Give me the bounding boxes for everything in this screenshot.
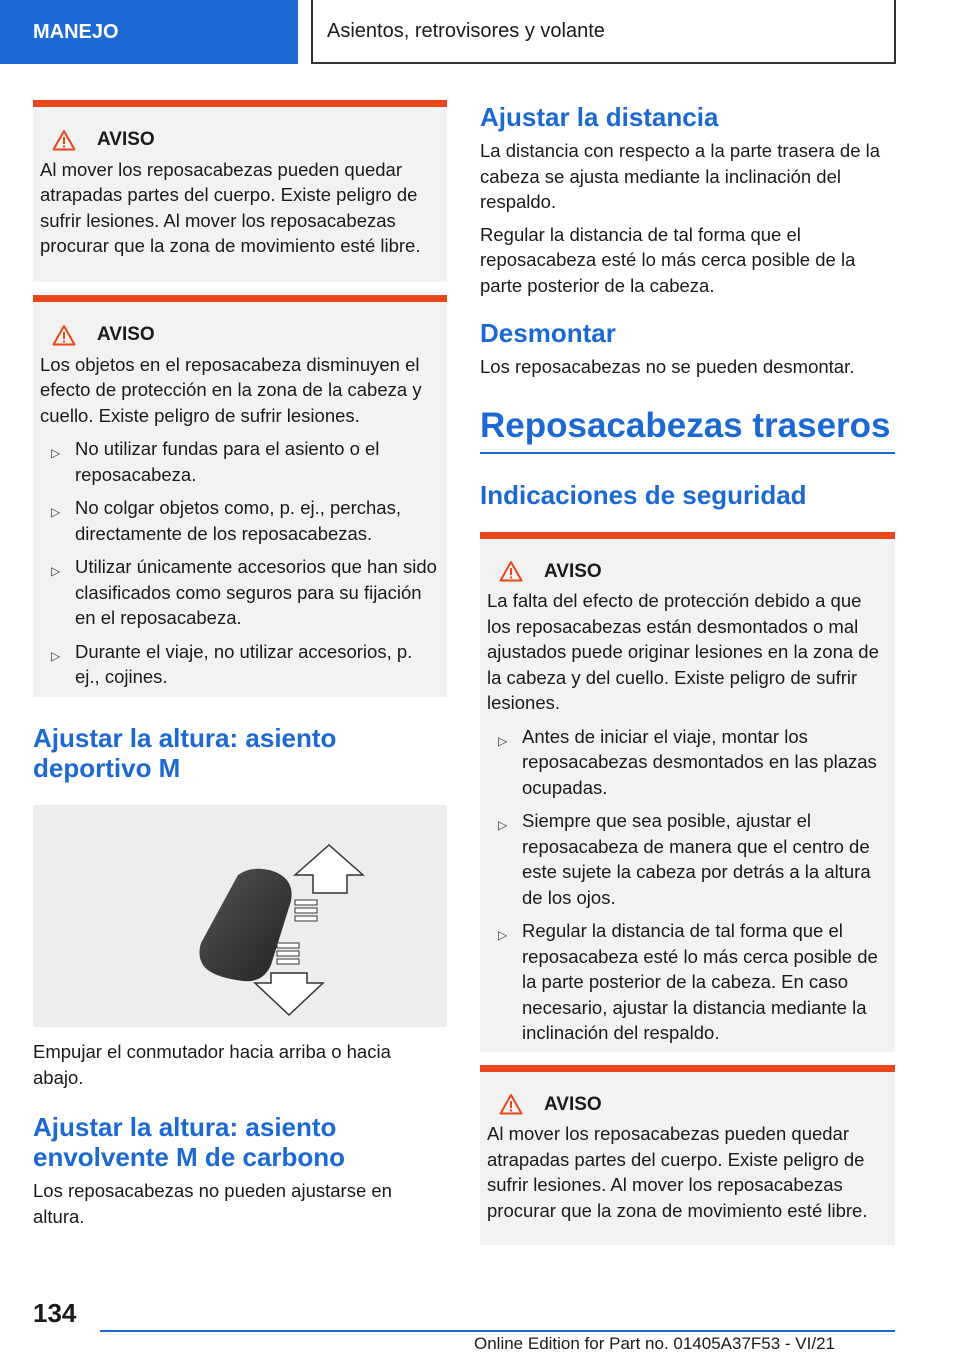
warning-heading xyxy=(499,559,887,585)
triangle-right-bullet-icon: ▷ xyxy=(498,733,508,748)
list-item: ▷ Durante el viaje, no utilizar accesorios, p. ej., cojines. xyxy=(51,640,413,687)
page-number: 134 xyxy=(33,1298,77,1328)
warning-heading xyxy=(499,1092,887,1118)
triangle-right-bullet-icon: ▷ xyxy=(51,446,61,460)
warning-triangle-icon xyxy=(499,560,523,582)
headrest-switch-illustration xyxy=(33,805,447,1027)
section-text: Regular la distancia de tal forma que el reposacabeza esté lo más cerca posible de la parte posterior de la cabeza. xyxy=(480,223,856,296)
warning-box xyxy=(33,295,447,697)
warning-heading xyxy=(52,322,439,348)
chapter-tab xyxy=(0,0,298,64)
list-item: ▷ Antes de iniciar el viaje, montar los reposacabezas desmontados en las plazas ocupadas. xyxy=(498,725,877,798)
warning-box xyxy=(33,100,447,282)
section-heading: Ajustar la distancia xyxy=(480,102,719,132)
section-text: Los reposacabezas no pueden ajustarse en altura. xyxy=(33,1180,392,1227)
chapter-label: MANEJO xyxy=(33,20,119,43)
list-item: ▷ No utilizar fundas para el asiento o el reposacabeza. xyxy=(51,438,380,485)
section-heading: Desmontar xyxy=(480,318,616,348)
section-title: Asientos, retrovisores y volante xyxy=(327,19,605,42)
subsection-heading: Indicaciones de seguridad xyxy=(480,479,807,510)
warning-triangle-icon xyxy=(499,1093,523,1115)
section-heading: Ajustar la altura: asiento deportivo M xyxy=(33,723,337,783)
list-item: ▷ Regular la distancia de tal forma que el reposacabeza esté lo más cerca posible de la parte posterior de la cabeza. En caso necesario, ajustar la distancia mediante la inclinación del respaldo. xyxy=(498,920,878,1043)
triangle-right-bullet-icon: ▷ xyxy=(51,505,61,519)
warning-title: AVISO xyxy=(544,1093,602,1115)
warning-triangle-icon xyxy=(52,324,76,346)
warning-triangle-icon xyxy=(52,129,76,151)
headrest-switch-image xyxy=(33,805,447,1027)
warning-text: Los objetos en el reposacabeza disminuyen el efecto de protección en la zona de la cabeza y cuello. Existe peligro de sufrir lesiones. xyxy=(40,353,422,426)
warning-title: AVISO xyxy=(97,324,155,345)
warning-text: Al mover los reposacabezas pueden quedar atrapadas partes del cuerpo. Existe peligro de sufrir lesiones. Al mover los reposacabezas procurar que la zona de movimiento esté libre. xyxy=(40,158,421,256)
right-column xyxy=(480,102,895,1245)
footer-edition: Online Edition for Part no. 01405A37F53 - VI/21 xyxy=(474,1334,836,1353)
section-heading: Ajustar la altura: asiento envolvente M de carbono xyxy=(33,1112,346,1172)
warning-box xyxy=(480,1065,895,1245)
warning-box xyxy=(480,532,895,1052)
warning-heading xyxy=(52,127,439,153)
list-item: ▷ Siempre que sea posible, ajustar el reposacabeza de manera que el centro de este sujete la cabeza por detrás a la altura de los ojos. xyxy=(498,810,871,908)
chapter-heading: Reposacabezas traseros xyxy=(480,406,895,454)
figure-caption: Empujar el conmutador hacia arriba o hacia abajo. xyxy=(33,1041,391,1088)
triangle-right-bullet-icon: ▷ xyxy=(51,648,61,663)
warning-title: AVISO xyxy=(97,129,155,150)
warning-text: La falta del efecto de protección debido a que los reposacabezas están desmontados o mal ajustados puede originar lesiones en la zona de la cabeza y del cuello. Existe peligro de sufrir lesiones. xyxy=(487,590,879,713)
section-text: Los reposacabezas no se pueden desmontar. xyxy=(480,356,855,377)
triangle-right-bullet-icon: ▷ xyxy=(498,928,508,942)
warning-title: AVISO xyxy=(544,560,602,582)
footer-divider xyxy=(100,1330,895,1332)
section-header xyxy=(311,0,896,64)
triangle-right-bullet-icon: ▷ xyxy=(498,818,508,832)
warning-list xyxy=(40,436,439,690)
warning-text: Al mover los reposacabezas pueden quedar atrapadas partes del cuerpo. Existe peligro de sufrir lesiones. Al mover los reposacabezas procurar que la zona de movimiento esté libre. xyxy=(487,1123,868,1221)
warning-list xyxy=(487,724,887,1046)
triangle-right-bullet-icon: ▷ xyxy=(51,564,61,578)
section-text: La distancia con respecto a la parte trasera de la cabeza se ajusta mediante la inclinación del respaldo. xyxy=(480,140,881,212)
left-column xyxy=(33,100,447,1229)
list-item: ▷ No colgar objetos como, p. ej., perchas, directamente de los reposacabezas. xyxy=(51,497,401,544)
list-item: ▷ Utilizar únicamente accesorios que han sido clasificados como seguros para su fijación en el reposacabeza. xyxy=(51,556,437,628)
